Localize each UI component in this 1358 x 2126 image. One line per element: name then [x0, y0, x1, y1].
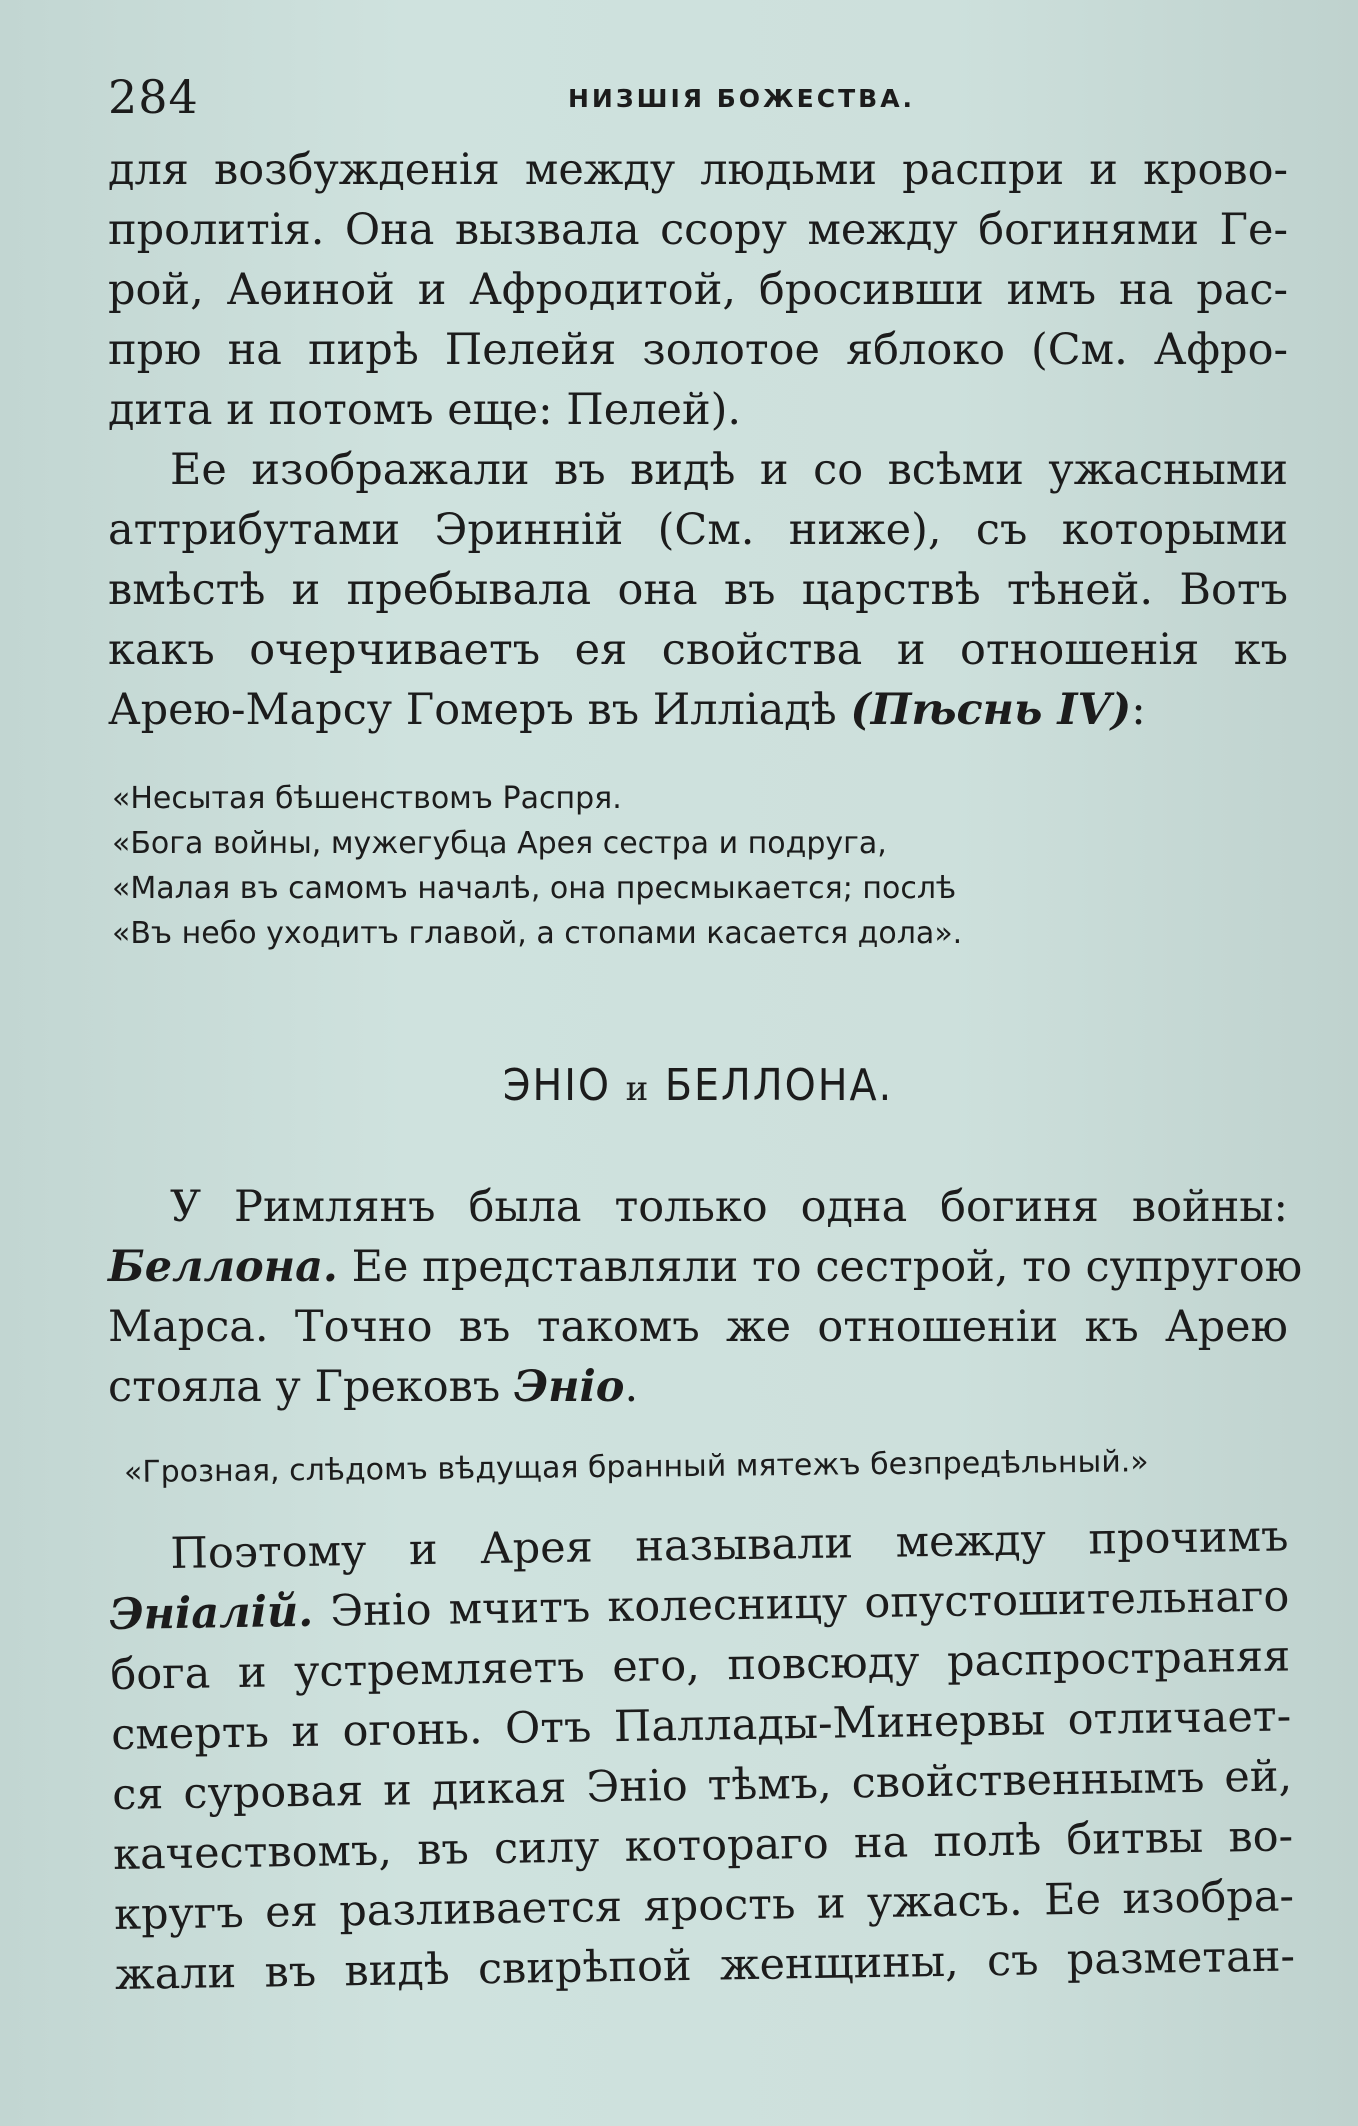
- text-line: ся суровая и дикая Эніо тѣмъ, свойственнымъ ей,: [111, 1751, 1293, 1820]
- text-line: бога и устремляетъ его, повсюду распространяя: [109, 1631, 1291, 1700]
- text-line: жали въ видѣ свирѣпой женщины, съ разметан-: [114, 1931, 1296, 2000]
- page-number: 284: [108, 70, 199, 124]
- text-segment: :: [1131, 685, 1146, 735]
- text-line: [108, 680, 1288, 740]
- text-line: смерть и огонь. Отъ Паллады-Минервы отличает-: [110, 1691, 1292, 1760]
- text-line: У Римлянъ была только одна богиня войны:: [170, 1182, 1288, 1232]
- paragraph-1: [108, 140, 1288, 440]
- text-line: прю на пирѣ Пелейя золотое яблоко (См. Афро-: [108, 325, 1288, 375]
- emphasis-canto: (Пѣснь IV): [850, 685, 1132, 735]
- text-line: пролитія. Она вызвала ссору между богинями Ге-: [108, 205, 1288, 255]
- text-line: для возбужденія между людьми распри и крово-: [108, 145, 1288, 195]
- text-segment: стояла у Грековъ: [108, 1362, 514, 1412]
- emphasis-enialiy: Эніалій.: [109, 1586, 314, 1640]
- text-line: вмѣстѣ и пребывала она въ царствѣ тѣней. Вотъ: [108, 565, 1288, 615]
- text-segment: Арею-Марсу Гомеръ въ Илліадѣ: [108, 685, 851, 735]
- paragraph-2: [108, 440, 1288, 740]
- verse-line: «Несытая бѣшенствомъ Распря.: [112, 781, 622, 816]
- text-segment: Эніо мчитъ колесницу опустошительнаго: [312, 1571, 1290, 1637]
- section-title: [108, 1060, 1288, 1111]
- text-segment: .: [624, 1362, 639, 1412]
- text-line: [108, 1237, 1303, 1297]
- verse-line: «Въ небо уходитъ главой, а стопами касается дола».: [112, 916, 963, 951]
- text-segment: Ее представляли то сестрой, то супругою: [337, 1242, 1303, 1292]
- text-line: Ее изображали въ видѣ и со всѣми ужасными: [170, 445, 1288, 495]
- section-title-part: ЭНІО: [502, 1060, 612, 1111]
- verse-quote-1: [108, 776, 1288, 956]
- emphasis-bellona: Беллона.: [108, 1242, 338, 1292]
- verse-line: «Бога войны, мужегубца Арея сестра и подруга,: [112, 826, 887, 861]
- verse-line: «Малая въ самомъ началѣ, она пресмыкается; послѣ: [112, 871, 957, 906]
- text-line: дита и потомъ еще: Пелей).: [108, 385, 742, 435]
- section-title-conj: и: [625, 1069, 651, 1109]
- paragraph-4: [108, 1506, 1295, 2004]
- paragraph-3: [108, 1177, 1303, 1417]
- running-head: НИЗШІЯ БОЖЕСТВА.: [568, 84, 916, 113]
- text-line: рой, Аѳиной и Афродитой, бросивши имъ на рас-: [108, 265, 1288, 315]
- text-line: Поэтому и Арея называли между прочимъ: [170, 1511, 1289, 1580]
- text-line: какъ очерчиваетъ ея свойства и отношенія къ: [108, 625, 1288, 675]
- book-page: [108, 60, 1303, 2005]
- page-header: [108, 60, 1288, 140]
- text-line: Марса. Точно въ такомъ же отношеніи къ Арею: [108, 1302, 1288, 1352]
- section-title-part: БЕЛЛОНА.: [664, 1060, 894, 1111]
- text-line: кругъ ея разливается ярость и ужасъ. Ее изобра-: [113, 1871, 1295, 1940]
- text-line: качествомъ, въ силу котораго на полѣ битвы во-: [112, 1811, 1294, 1880]
- text-line: аттрибутами Эринній (См. ниже), съ которыми: [108, 505, 1288, 555]
- verse-quote-2: «Грозная, слѣдомъ вѣдущая бранный мятежъ безпредѣльный.»: [123, 1444, 1149, 1490]
- emphasis-enio: Эніо: [513, 1362, 625, 1412]
- text-line: [108, 1357, 1288, 1417]
